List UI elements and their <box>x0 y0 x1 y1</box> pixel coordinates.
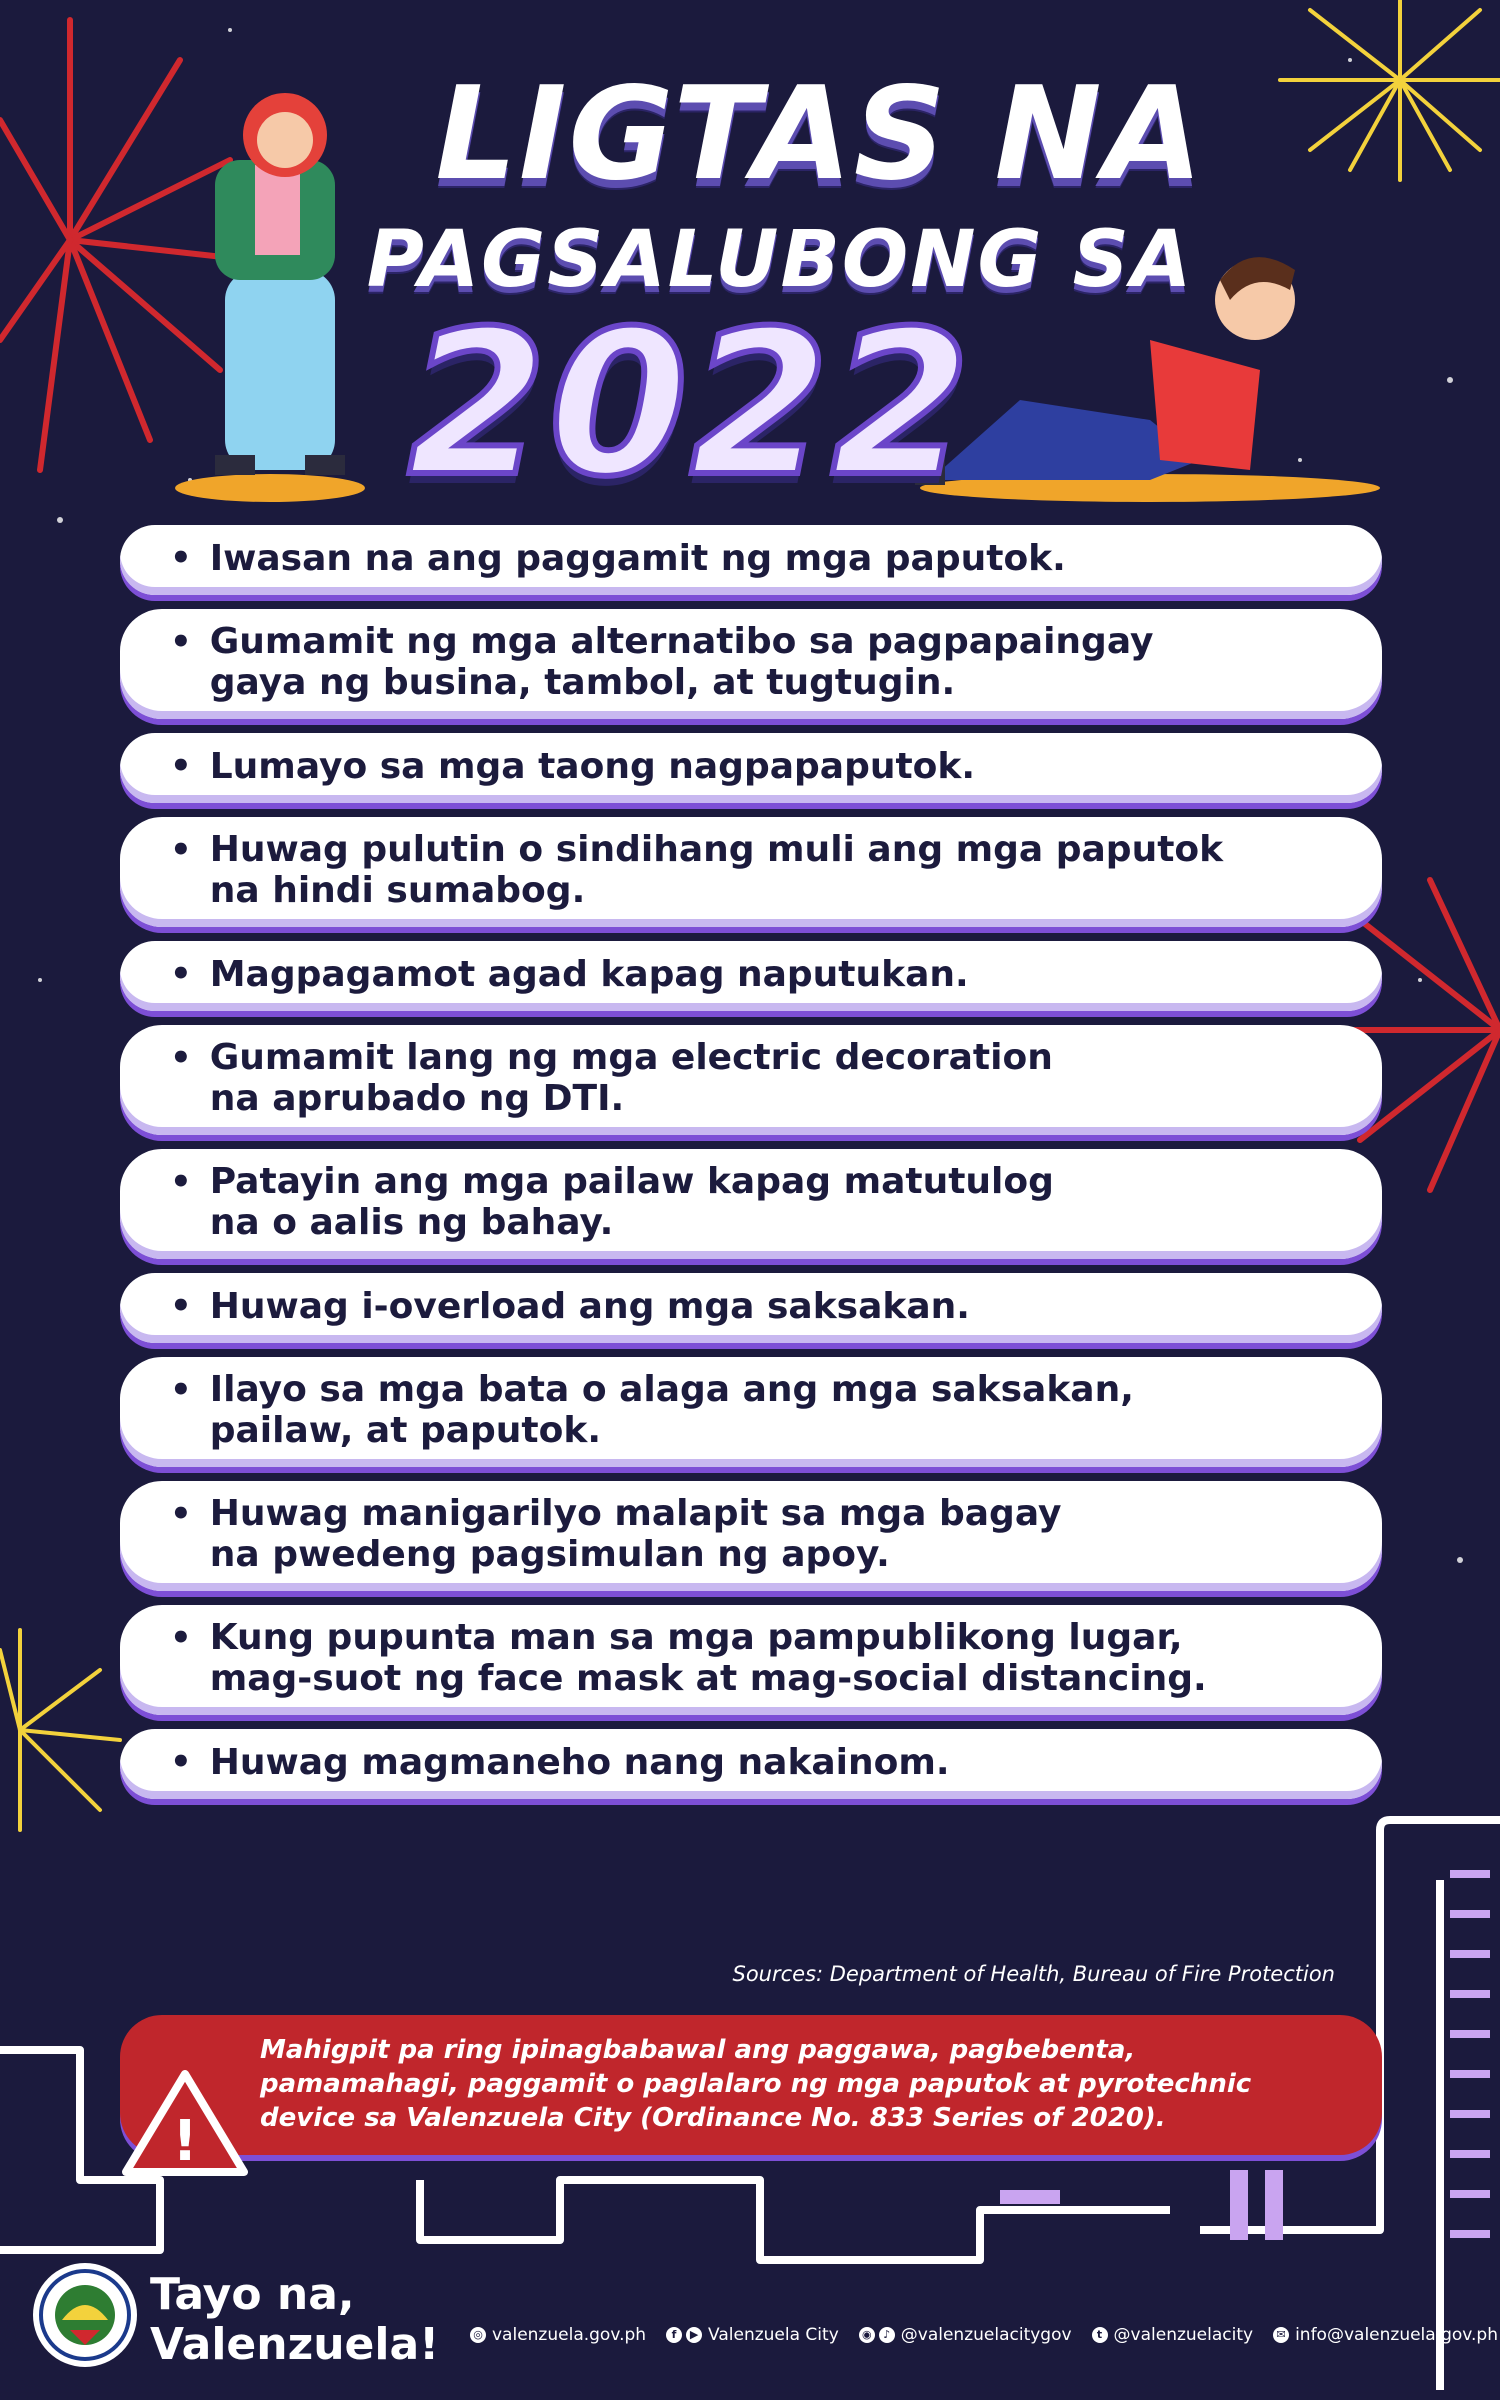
tip-item <box>120 525 1382 595</box>
contact-text: valenzuela.gov.ph <box>492 2325 647 2345</box>
city-government-seal-icon <box>30 2260 140 2370</box>
bullet: • <box>170 830 192 870</box>
title-year: 2022 <box>407 288 973 521</box>
bullet: • <box>170 1618 192 1658</box>
tip-text: Lumayo sa mga taong nagpapaputok. <box>209 745 976 787</box>
tip-text: Gumamit lang ng mga electric decoration na aprubado ng DTI. <box>209 1037 1053 1119</box>
tip-text: Ilayo sa mga bata o alaga ang mga saksakan, pailaw, at paputok. <box>209 1369 1134 1451</box>
bullet: • <box>170 1162 192 1202</box>
bullet: • <box>170 746 192 786</box>
tip-item <box>120 1481 1382 1591</box>
tip-text: Huwag i-overload ang mga saksakan. <box>209 1285 970 1327</box>
twitter-icon: t <box>1092 2327 1108 2343</box>
tip-text: Iwasan na ang paggamit ng mga paputok. <box>209 537 1066 579</box>
tip-item <box>120 1357 1382 1467</box>
warning-symbol: ! <box>172 2109 198 2174</box>
contact-email[interactable] <box>1273 2325 1498 2345</box>
tip-item <box>120 1273 1382 1343</box>
bullet: • <box>170 1038 192 1078</box>
tip-item <box>120 1605 1382 1715</box>
bullet: • <box>170 1742 192 1782</box>
sources-note: Sources: Department of Health, Bureau of Fire Protection <box>732 1962 1335 1986</box>
tip-item <box>120 1149 1382 1259</box>
tip-item <box>120 733 1382 803</box>
tip-item <box>120 1025 1382 1135</box>
bullet: • <box>170 538 192 578</box>
tip-text: Magpagamot agad kapag naputukan. <box>209 953 969 995</box>
slogan <box>150 2270 439 2370</box>
firework-yellow-topright <box>1280 0 1500 180</box>
facebook-icon: f <box>666 2327 682 2343</box>
tip-text: Huwag manigarilyo malapit sa mga bagay na pwedeng pagsimulan ng apoy. <box>209 1493 1062 1575</box>
title-line-1: LIGTAS NA <box>435 60 1205 209</box>
contact-facebook-youtube[interactable] <box>666 2325 839 2345</box>
contact-text: info@valenzuela.gov.ph <box>1295 2325 1498 2345</box>
contact-twitter[interactable] <box>1092 2325 1254 2345</box>
tip-item <box>120 609 1382 719</box>
firework-red-topleft <box>0 20 250 470</box>
contact-website[interactable] <box>470 2325 646 2345</box>
contact-text: @valenzuelacity <box>1113 2325 1254 2345</box>
instagram-icon: ◉ <box>859 2327 875 2343</box>
globe-icon: ◎ <box>470 2327 486 2343</box>
mail-icon: ✉ <box>1273 2327 1289 2343</box>
tip-text: Huwag magmaneho nang nakainom. <box>209 1741 950 1783</box>
tip-text: Gumamit ng mga alternatibo sa pagpapaingay gaya ng busina, tambol, at tugtugin. <box>209 621 1154 703</box>
bullet: • <box>170 1370 192 1410</box>
firework-yellow-left <box>0 1630 120 1830</box>
safety-tips-list <box>120 525 1382 1813</box>
bullet: • <box>170 1286 192 1326</box>
bullet: • <box>170 622 192 662</box>
warning-text: Mahigpit pa ring ipinagbabawal ang paggawa, pagbebenta, pamamahagi, paggamit o paglalaro ng mga paputok at pyrotechnic device sa Valenzuela City (Ordinance No. 833 Series of 2020). <box>260 2035 1252 2133</box>
warning-banner <box>120 2015 1382 2155</box>
contact-text: Valenzuela City <box>708 2325 839 2345</box>
contact-text: @valenzuelacitygov <box>900 2325 1072 2345</box>
tip-item <box>120 941 1382 1011</box>
bullet: • <box>170 954 192 994</box>
tip-text: Kung pupunta man sa mga pampublikong lugar, mag-suot ng face mask at mag-social distancing. <box>209 1617 1207 1699</box>
title-line-2: PAGSALUBONG SA <box>366 215 1194 305</box>
contact-instagram-tiktok[interactable] <box>859 2325 1072 2345</box>
contact-bar <box>470 2325 1498 2345</box>
tip-text: Patayin ang mga pailaw kapag matutulog na o aalis ng bahay. <box>209 1161 1054 1243</box>
slogan-line-2: Valenzuela! <box>150 2319 440 2370</box>
tip-text: Huwag pulutin o sindihang muli ang mga paputok na hindi sumabog. <box>209 829 1224 911</box>
tiktok-icon: ♪ <box>879 2327 895 2343</box>
slogan-line-1: Tayo na, <box>150 2269 355 2320</box>
tip-item <box>120 1729 1382 1799</box>
tip-item <box>120 817 1382 927</box>
bullet: • <box>170 1494 192 1534</box>
youtube-icon: ▶ <box>686 2327 702 2343</box>
warning-triangle-icon <box>120 2068 250 2178</box>
